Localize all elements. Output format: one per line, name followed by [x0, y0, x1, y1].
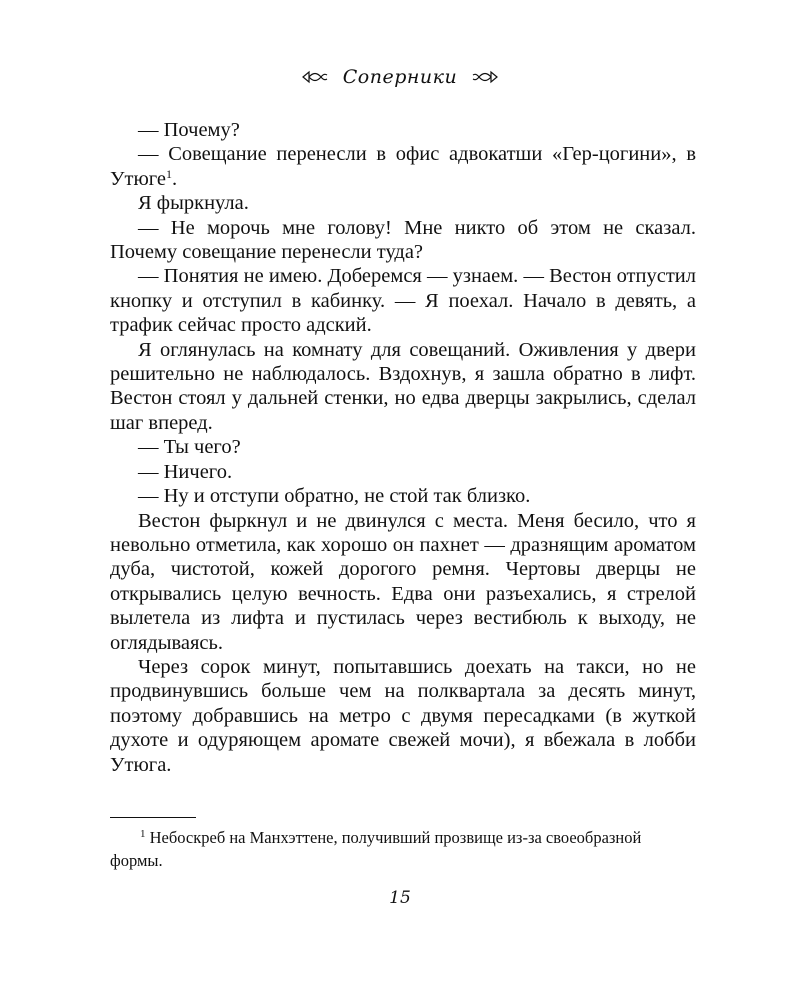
paragraph: Через сорок минут, попытавшись доехать на такси, но не продвинувшись больше чем на полквартала за десять минут, поэтому добравшись на метро с двумя пересадками (в жуткой духоте и одуряющем аромате свежей мочи), я вбежала в лобби Утюга.: [110, 655, 696, 776]
footnote-divider: [110, 817, 196, 818]
paragraph: — Ничего.: [138, 460, 233, 483]
header-title: Соперники: [342, 66, 458, 88]
paragraph: — Ну и отступи обратно, не стой так близко.: [138, 485, 531, 508]
paragraph: — Понятия не имею. Доберемся — узнаем. — Вестон отпустил кнопку и отступил в кабинку. — Я поехал. Начало в девять, а трафик сейчас просто адский.: [110, 265, 696, 337]
running-header: [0, 66, 800, 88]
paragraph: — Ты чего?: [138, 436, 241, 459]
page-number: 15: [389, 888, 411, 908]
body-text: [110, 118, 696, 777]
footnote: [110, 826, 670, 872]
ornament-left-icon: [301, 69, 329, 85]
paragraph: — Не морочь мне голову! Мне никто об этом не сказал. Почему совещание перенесли туда?: [110, 216, 696, 264]
paragraph: — Совещание перенесли в офис адвокатши «Гер-цогини», в Утюге$^1$.: [110, 143, 696, 190]
paragraph: Я оглянулась на комнату для совещаний. Оживления у двери решительно не наблюдалось. Вздохнув, я зашла обратно в лифт. Вестон стоял у дальней стенки, но едва дверцы закрылись, сделал шаг вперед.: [110, 338, 696, 434]
paragraph: — Почему?: [138, 119, 240, 141]
footnote-marker: 1: [140, 828, 146, 840]
ornament-right-icon: [471, 69, 499, 85]
paragraph-text: — Совещание перенесли в офис адвокатши «Гер-цогини», в Утюге: [110, 143, 696, 190]
paragraph: Я фыркнула.: [138, 192, 249, 215]
footnote-text: Небоскреб на Манхэттене, получивший прозвище из-за своеобразной формы.: [110, 828, 642, 870]
paragraph: Вестон фыркнул и не двинулся с места. Меня бесило, что я невольно отметила, как хорошо он пахнет — дразнящим ароматом дуба, чистотой, кожей дорогого ремня. Чертовы дверцы не открывались целую вечность. Едва они разъехались, я стрелой вылетела из лифта и пустилась через вестибюль к выходу, не оглядываясь.: [110, 509, 696, 654]
footnote-reference: 1: [166, 166, 173, 181]
